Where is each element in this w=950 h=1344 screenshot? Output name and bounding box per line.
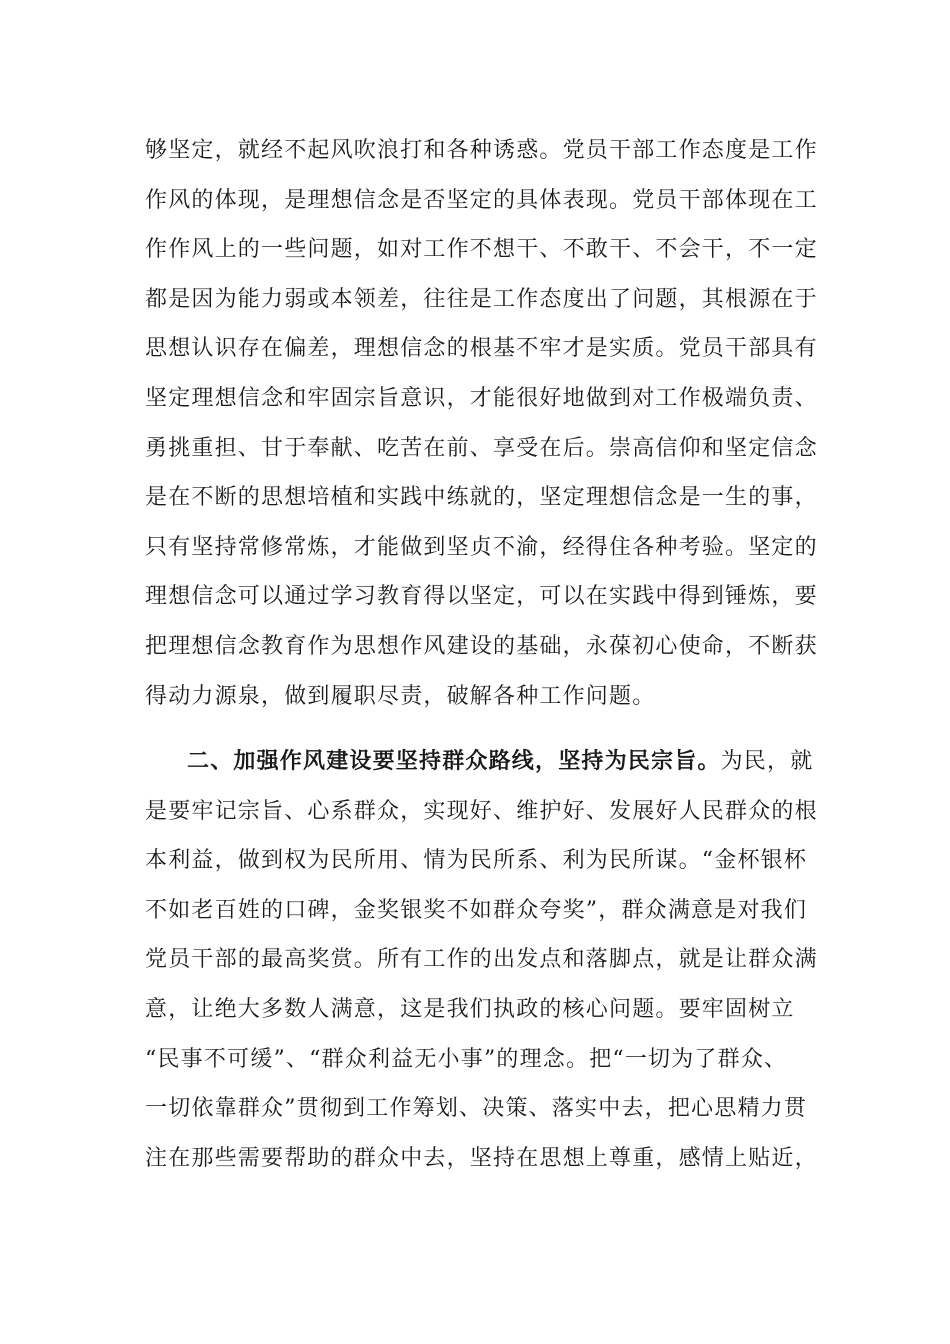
paragraph-2-line: 一切依靠群众”贯彻到工作筹划、决策、落实中去，把心思精力贯 — [145, 1096, 808, 1122]
paragraph-1-line: 够坚定，就经不起风吹浪打和各种诱惑。党员干部工作态度是工作 — [145, 138, 818, 163]
paragraph-2-line: 不如老百姓的口碑，金奖银奖不如群众夸奖”，群众满意是对我们 — [145, 897, 808, 923]
paragraph-2-first-line — [145, 737, 825, 787]
paragraph-1-line: 把理想信念教育作为思想作风建设的基础，永葆初心使命，不断获 — [145, 633, 818, 659]
paragraph-1-line: 勇挑重担、甘于奉献、吃苦在前、享受在后。崇高信仰和坚定信念 — [145, 435, 818, 461]
paragraph-2-line: 本利益，做到权为民所用、情为民所系、利为民所谋。“金杯银杯 — [145, 848, 808, 874]
paragraph-1-line: 作作风上的一些问题，如对工作不想干、不敢干、不会干，不一定 — [145, 237, 818, 263]
paragraph-2-line: “民事不可缓”、“群众利益无小事”的理念。把“一切为了群众、 — [145, 1046, 788, 1072]
paragraph-2 — [145, 737, 825, 1183]
paragraph-1-line: 坚定理想信念和牢固宗旨意识，才能很好地做到对工作极端负责、 — [145, 385, 818, 411]
paragraph-1-line: 是在不断的思想培植和实践中练就的，坚定理想信念是一生的事， — [145, 485, 818, 511]
paragraph-2-line: 党员干部的最高奖赏。所有工作的出发点和落脚点，就是让群众满 — [145, 947, 818, 973]
paragraph-1-line: 只有坚持常修常炼，才能做到坚贞不渝，经得住各种考验。坚定的 — [145, 534, 818, 560]
paragraph-2-first-line-text: 为民，就 — [720, 749, 814, 774]
paragraph-1-line: 思想认识存在偏差，理想信念的根基不牢才是实质。党员干部具有 — [145, 336, 818, 362]
paragraph-1-line: 作风的体现，是理想信念是否坚定的具体表现。党员干部体现在工 — [145, 187, 818, 213]
paragraph-1 — [145, 126, 825, 721]
paragraph-1-line: 理想信念可以通过学习教育得以坚定，可以在实践中得到锤炼，要 — [145, 584, 818, 610]
paragraph-1-line: 得动力源泉，做到履职尽责，破解各种工作问题。 — [145, 683, 656, 709]
paragraph-2-line: 是要牢记宗旨、心系群众，实现好、维护好、发展好人民群众的根 — [145, 798, 818, 824]
section-heading: 二、加强作风建设要坚持群众路线，坚持为民宗旨。 — [187, 748, 721, 774]
paragraph-2-line: 注在那些需要帮助的群众中去，坚持在思想上尊重，感情上贴近， — [145, 1145, 818, 1171]
paragraph-2-line: 意，让绝大多数人满意，这是我们执政的核心问题。要牢固树立 — [145, 996, 795, 1022]
paragraph-1-line: 都是因为能力弱或本领差，往往是工作态度出了问题，其根源在于 — [145, 286, 818, 312]
